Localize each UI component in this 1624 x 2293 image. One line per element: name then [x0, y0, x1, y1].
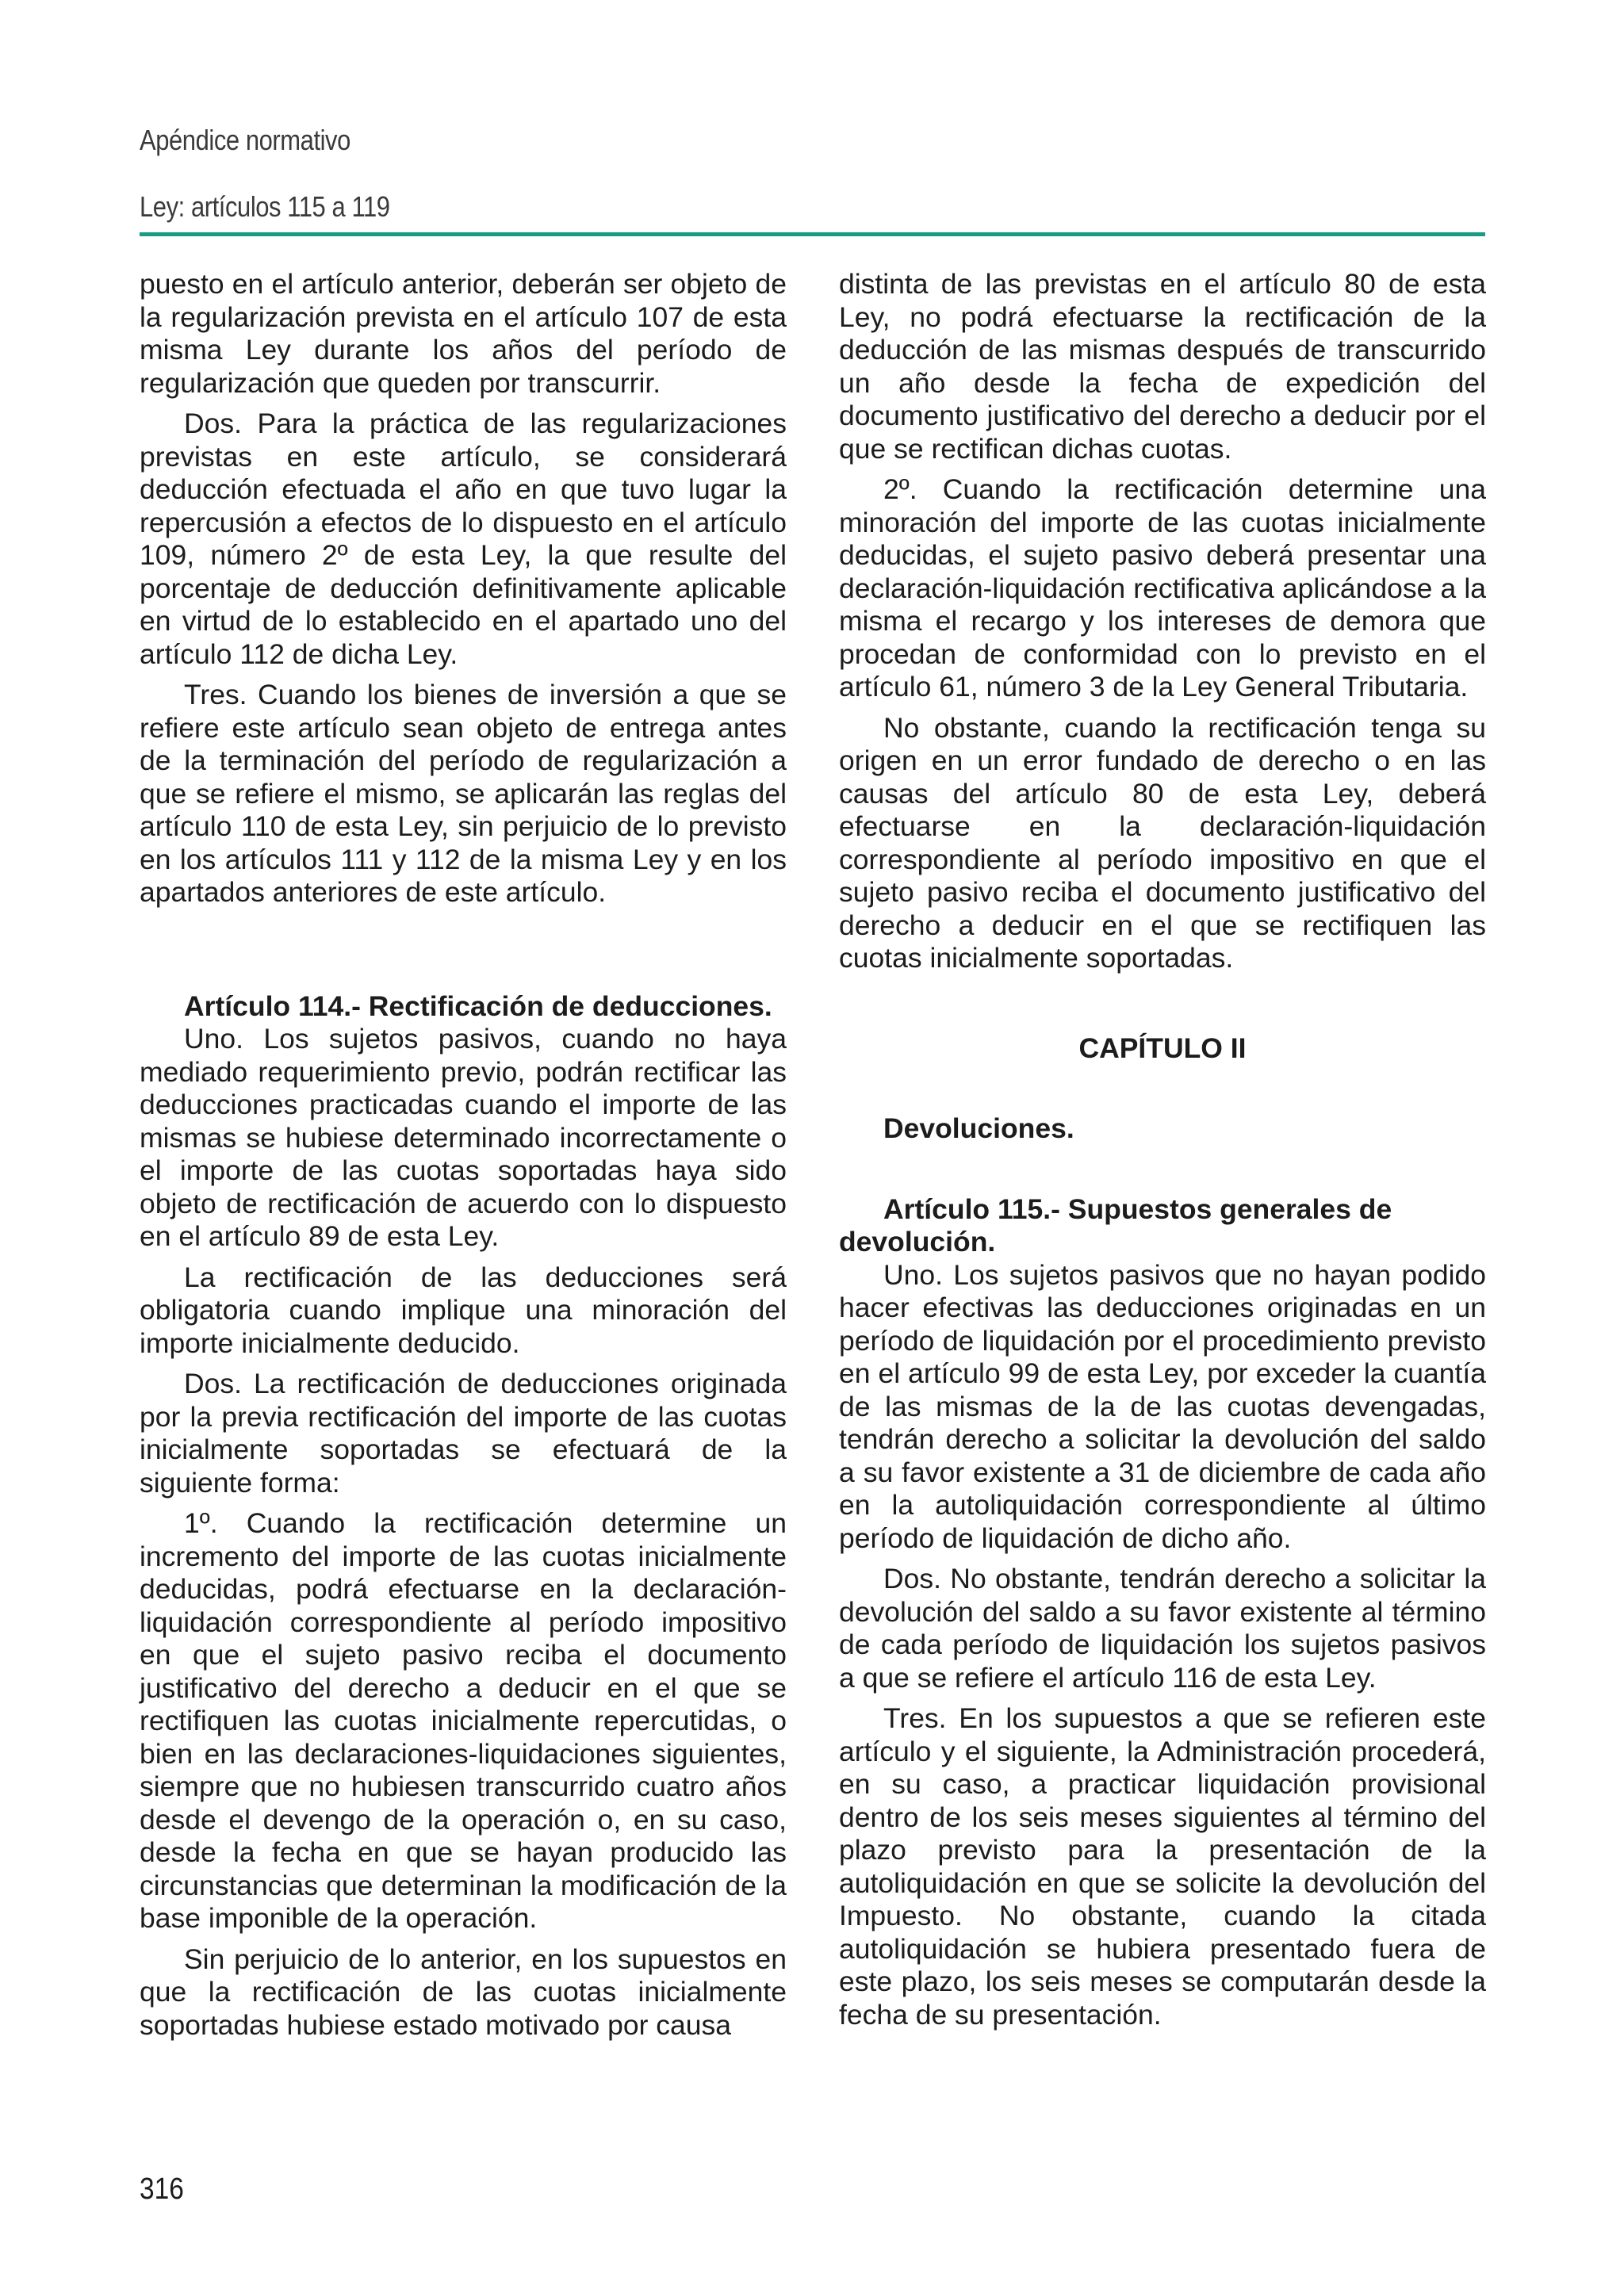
paragraph: Dos. No obstante, tendrán derecho a solicitar la devolución del saldo a su favor existente al término de cada período de liquidación los sujetos pasivos a que se refiere el artículo 116 de esta Ley.: [839, 1563, 1486, 1694]
paragraph: Dos. La rectificación de deducciones originada por la previa rectificación del importe de las cuotas inicialmente soportadas se efectuará de la siguiente forma:: [140, 1368, 787, 1499]
running-header-articles: Ley: artículos 115 a 119: [140, 190, 390, 223]
paragraph: Dos. Para la práctica de las regularizaciones previstas en este artículo, se considerará deducción efectuada el año en que tuvo lugar la repercusión a efectos de lo dispuesto en el artículo 109, número 2º de esta Ley, la que resulte del porcentaje de deducción definitivamente aplicable en virtud de lo establecido en el apartado uno del artículo 112 de dicha Ley.: [140, 408, 787, 670]
article-115-heading: Artículo 115.- Supuestos generales de devolución.: [839, 1192, 1392, 1258]
section-heading: Devoluciones.: [883, 1112, 1074, 1144]
paragraph: Tres. Cuando los bienes de inversión a que se refiere este artículo sean objeto de entrega antes de la terminación del período de regularización a que se refiere el mismo, se aplicarán las reglas del artículo 110 de esta Ley, sin perjuicio de lo previsto en los artículos 111 y 112 de la misma Ley y en los apartados anteriores de este artículo.: [140, 679, 787, 908]
page-number: 316: [140, 2172, 184, 2206]
spacer: [839, 1065, 1486, 1112]
header-divider: [140, 232, 1485, 236]
left-column: [140, 268, 787, 2050]
paragraph: 2º. Cuando la rectificación determine una minoración del importe de las cuotas inicialmente deducidas, el sujeto pasivo deberá presentar una declaración-liquidación rectificativa aplicándose a la misma el recargo y los intereses de demora que procedan de conformidad con lo previsto en el artículo 61, número 3 de la Ley General Tributaria.: [839, 473, 1486, 702]
spacer: [140, 917, 787, 990]
paragraph: Uno. Los sujetos pasivos, cuando no haya mediado requerimiento previo, podrán rectificar las deducciones practicadas cuando el importe de las mismas se hubiese determinado incorrectamente o el importe de las cuotas soportadas haya sido objeto de rectificación de acuerdo con lo dispuesto en el artículo 89 de esta Ley.: [140, 1023, 787, 1252]
paragraph: Tres. En los supuestos a que se refieren este artículo y el siguiente, la Administración procederá, en su caso, a practicar liquidación provisional dentro de los seis meses siguientes al término del plazo previsto para la presentación de la autoliquidación en que se solicite la devolución del Impuesto. No obstante, cuando la citada autoliquidación se hubiera presentado fuera de este plazo, los seis meses se computarán desde la fecha de su presentación.: [839, 1702, 1486, 2031]
spacer: [839, 983, 1486, 1032]
paragraph: Uno. Los sujetos pasivos que no hayan podido hacer efectivas las deducciones originadas en un período de liquidación por el procedimiento previsto en el artículo 99 de esta Ley, por exceder la cuantía de las mismas de la de las cuotas devengadas, tendrán derecho a solicitar la devolución del saldo a su favor existente a 31 de diciembre de cada año en la autoliquidación correspondiente al último período de liquidación de dicho año.: [839, 1258, 1486, 1554]
article-114-heading: Artículo 114.- Rectificación de deducciones.: [184, 990, 772, 1022]
paragraph: distinta de las previstas en el artículo 80 de esta Ley, no podrá efectuarse la rectificación de la deducción de las mismas después de transcurrido un año desde la fecha de expedición del documento justificativo del derecho a deducir por el que se rectifican dichas cuotas.: [839, 268, 1486, 465]
right-column: [839, 268, 1486, 2039]
paragraph: No obstante, cuando la rectificación tenga su origen en un error fundado de derecho o en las causas del artículo 80 de esta Ley, deberá efectuarse en la declaración-liquidación correspondiente al período impositivo en que el sujeto pasivo reciba el documento justificativo del derecho a deducir en el que se rectifiquen las cuotas inicialmente soportadas.: [839, 711, 1486, 974]
chapter-heading: CAPÍTULO II: [1078, 1032, 1247, 1064]
paragraph: La rectificación de las deducciones será obligatoria cuando implique una minoración del importe inicialmente deducido.: [140, 1261, 787, 1359]
paragraph: puesto en el artículo anterior, deberán ser objeto de la regularización prevista en el artículo 107 de esta misma Ley durante los años del período de regularización que queden por transcurrir.: [140, 268, 787, 399]
paragraph: 1º. Cuando la rectificación determine un incremento del importe de las cuotas inicialmente deducidas, podrá efectuarse en la declaración-liquidación correspondiente al período impositivo en que el sujeto pasivo reciba el documento justificativo del derecho a deducir en el que se rectifiquen las cuotas inicialmente repercutidas, o bien en las declaraciones-liquidaciones siguientes, siempre que no hubiesen transcurrido cuatro años desde el devengo de la operación o, en su caso, desde la fecha en que se hayan producido las circunstancias que determinan la modificación de la base imponible de la operación.: [140, 1507, 787, 1934]
running-header-section: Apéndice normativo: [140, 124, 350, 156]
spacer: [839, 1146, 1486, 1193]
paragraph: Sin perjuicio de lo anterior, en los supuestos en que la rectificación de las cuotas inicialmente soportadas hubiese estado motivado por causa: [140, 1943, 787, 2041]
